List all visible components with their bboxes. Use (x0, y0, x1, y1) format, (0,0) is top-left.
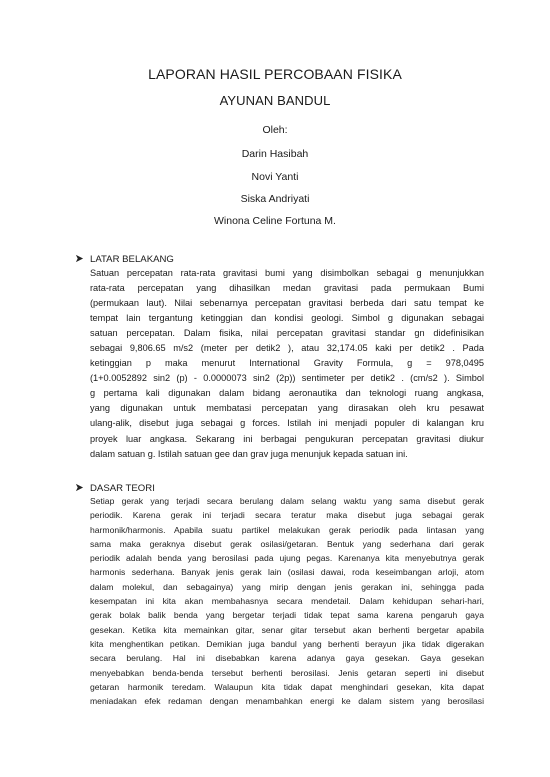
text-line: periodik. Karena gerak ini terjadi secara teratur maka disebut juga sebagai gerak (90, 510, 484, 521)
text-line: harmonik/harmonis. Apabila suatu partikel melakukan gerak periodik pada lintasan yang (90, 524, 484, 535)
text-line: satuan percepatan. Dalam fisika, nilai percepatan gravitasi standar gn didefinisikan (90, 328, 484, 339)
text-line: meniadakan efek redaman dengan menambahkan energi ke dalam sistem yang berosilasi (90, 696, 484, 707)
text-line: harmonis sederhana. Banyak jenis gerak lain (osilasi dawai, roda keseimbangan arloji, atom (90, 567, 484, 578)
section-body-dasar-teori (90, 494, 484, 708)
text-line: sebagai 9,806.65 m/s2 (meter per detik2 ), atau 32,174.05 kaki per detik2 . Pada (90, 343, 484, 354)
author-name: Winona Celine Fortuna M. (214, 215, 336, 227)
text-line: ketinggian p maka menurut International Gravity Formula, g = 978,0495 (90, 358, 484, 369)
author-name: Siska Andriyati (240, 193, 310, 205)
text-line: Setiap gerak yang terjadi secara berulang dalam selang waktu yang sama disebut gerak (90, 496, 484, 506)
text-line: Satuan percepatan rata-rata gravitasi bumi yang disimbolkan sebagai g menunjukkan (90, 268, 484, 278)
text-line: tempat lain tergantung ketinggian dan kondisi geologi. Simbol g digunakan sebagai (90, 313, 484, 324)
text-line: g pertama kali digunakan dalam bidang aeronautika dan teknologi ruang angkasa, (90, 388, 484, 399)
by-label: Oleh: (262, 124, 288, 136)
text-line: periodik adalah benda yang berosilasi pada ujung pegas. Karenanya kita menyebutnya gerak (90, 553, 484, 564)
author-name: Novi Yanti (251, 171, 299, 183)
section-heading-latar-belakang (75, 254, 174, 265)
text-line: gerak bolak balik benda yang bergetar terjadi tidak tepat sama karena pengaruh gaya (90, 610, 484, 621)
arrow-bullet-icon (75, 483, 87, 494)
document-title: LAPORAN HASIL PERCOBAAN FISIKA (148, 66, 402, 82)
text-line: (permukaan laut). Nilai sebenarnya percepatan gravitasi berbeda dari satu tempat ke (90, 298, 484, 309)
text-line: (1+0.0052892 sin2 (p) - 0.0000073 sin2 (2p)) sentimeter per detik2 . (cm/s2 ). Simbol (90, 373, 484, 384)
arrow-bullet-icon (75, 254, 87, 265)
section-heading-text: LATAR BELAKANG (90, 254, 174, 265)
section-body-latar-belakang (90, 266, 484, 462)
text-line: gesekan. Ketika kita memainkan gitar, senar gitar tersebut akan berhenti bergetar apabila (90, 624, 484, 635)
text-line: yang digunakan untuk membatasi percepatan yang dirasakan oleh kru pesawat (90, 403, 484, 414)
section-heading-text: DASAR TEORI (90, 483, 155, 494)
section-heading-dasar-teori (75, 483, 155, 494)
text-line: dalam satuan g. Istilah satuan gee dan grav juga menunjuk kepada satuan ini. (90, 448, 408, 459)
text-line: proyek luar angkasa. Sekarang ini berbagai pengukuran percepatan gravitasi diukur (90, 433, 484, 444)
author-name: Darin Hasibah (241, 148, 309, 160)
text-line: sama maka geraknya disebut gerak osilasi/getaran. Bentuk yang sederhana dari gerak (90, 538, 484, 549)
text-line: kita menghentikan petikan. Demikian juga bandul yang berhenti berayun jika tidak digerakan (90, 638, 484, 649)
document-subtitle: AYUNAN BANDUL (219, 93, 331, 108)
text-line: secara berulang. Hal ini disebabkan karena adanya gaya gesekan. Gaya gesekan (90, 653, 484, 664)
text-line: menyebabkan benda-benda tersebut berhenti berosilasi. Jenis getaran seperti ini disebut (90, 667, 484, 678)
text-line: getaran harmonik teredam. Walaupun kita tidak dapat menghindari gesekan, kita dapat (90, 681, 484, 692)
text-line: dalam molekul, dan sebagainya) yang mirip dengan jenis gerakan ini, sehingga pada (90, 581, 484, 592)
text-line: kesempatan ini kita akan membahasnya secara mendetail. Dalam kehidupan sehari-hari, (90, 596, 484, 607)
text-line: ulang-alik, disebut juga sebagai g forces. Istilah ini menjadi populer di kalangan kru (90, 418, 484, 429)
text-line: rata-rata percepatan yang dihasilkan medan gravitasi pada permukaan Bumi (90, 283, 484, 294)
